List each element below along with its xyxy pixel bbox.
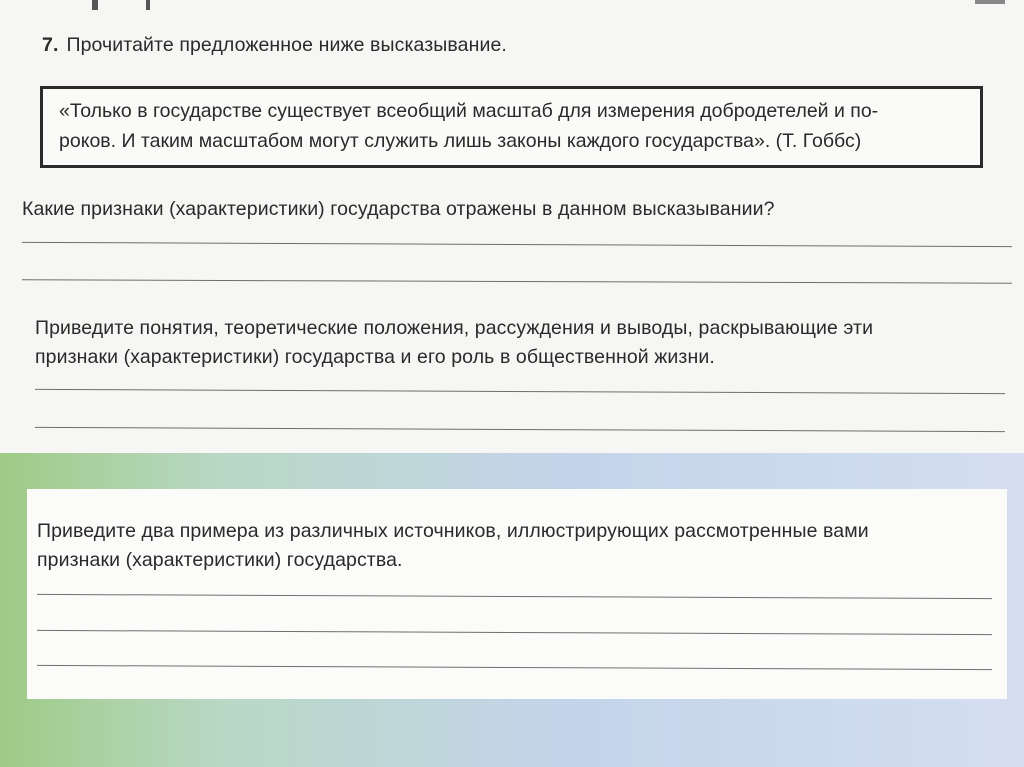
question-2-line-2: признаки (характеристики) государства и его роль в общественной жизни. <box>35 346 715 368</box>
quote-line-1: «Только в государстве существует всеобщий масштаб для измерения добродетелей и по- <box>59 100 879 122</box>
answer-line <box>35 427 1005 432</box>
question-2-line-1: Приведите понятия, теоретические положения, рассуждения и выводы, раскрывающие эти <box>35 317 874 339</box>
quote-box <box>40 86 983 168</box>
question-3-line-2: признаки (характеристики) государства. <box>37 549 403 571</box>
task-title <box>42 31 507 60</box>
worksheet-page-bottom <box>27 489 1007 699</box>
answer-line <box>22 279 1012 283</box>
question-3-line-1: Приведите два примера из различных источников, иллюстрирующих рассмотренные вами <box>37 520 869 542</box>
task-instruction: Прочитайте предложенное ниже высказывание. <box>66 34 507 56</box>
answer-line <box>37 665 992 670</box>
question-1: Какие признаки (характеристики) государства отражены в данном высказывании? <box>22 198 775 220</box>
answer-line <box>35 389 1005 394</box>
answer-line <box>22 242 1012 247</box>
answer-line <box>37 594 992 599</box>
top-edge-mark <box>975 0 1005 4</box>
quote-line-2: роков. И таким масштабом могут служить лишь законы каждого государства». (Т. Гоббс) <box>59 130 862 152</box>
top-edge-mark <box>92 0 98 10</box>
top-edge-mark <box>146 0 150 10</box>
task-number: 7. <box>42 34 59 56</box>
answer-line <box>37 630 992 635</box>
